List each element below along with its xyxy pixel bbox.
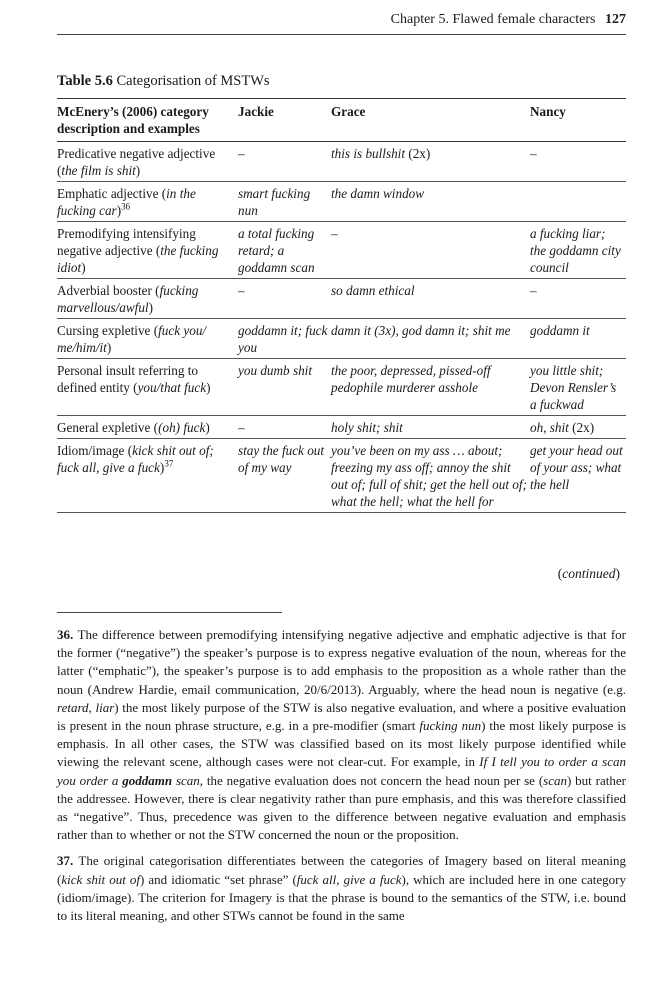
nancy-text: oh, shit [530, 420, 569, 435]
footnote-number: 37. [57, 853, 79, 869]
nancy-cell [530, 279, 626, 319]
jackie-cell: – [238, 146, 245, 161]
jackie-cell: you dumb shit [238, 363, 312, 378]
footnote-text: ) but rather the addressee. However, there is clear negativity rather than pure emphasis, and this was therefore classified as “negative”. Thus, precedence was given to the difference between negative evaluation and emphasis rather than to whether or not the STW concerned the noun or the proposition. [57, 772, 626, 843]
footnotes [57, 626, 626, 933]
category-cell: Personal insult referring to defined entity (you/that fuck) [57, 363, 211, 395]
nancy-cell [530, 222, 626, 279]
table-row [57, 182, 626, 222]
footnote [57, 626, 626, 844]
footnote-italic: retard, liar [57, 699, 115, 715]
grace-text: holy shit; shit [331, 420, 403, 435]
grace-text: – [331, 226, 338, 241]
table-header-row [57, 99, 626, 142]
table-row [57, 222, 626, 279]
nancy-text: you little shit; Devon Rensler’s a fuckwad [530, 363, 617, 412]
table-row [57, 359, 626, 416]
category-example: (oh) fuck [158, 420, 206, 435]
footnote-text: The difference between premodifying intensifying negative adjective and emphatic adjective is that for the former (“negative”) the speaker’s purpose is to express negative evaluation of the noun, whereas for the latter (“emphatic”), the speaker’s purpose is to add emphasis to the proposition as a whole rather than the noun (Andrew Hardie, email communication, 20/6/2013). Arguably, where the head noun is negative (e.g. [57, 627, 627, 697]
nancy-cell [530, 439, 626, 513]
nancy-text: get your head out of your ass; what the hell [530, 443, 623, 492]
footnote-italic: kick shit out of [61, 871, 140, 887]
category-name: Idiom/image [57, 443, 128, 458]
grace-text: this is bullshit [331, 146, 406, 161]
category-example: fucking marvellous/awful [57, 283, 199, 315]
jackie-cell: goddamn it; fuck you [238, 323, 328, 355]
nancy-cell [530, 182, 626, 222]
footnote-text: ) and idiomatic “set phrase” ( [140, 871, 297, 887]
table-row [57, 439, 626, 513]
category-cell: Premodifying intensifying negative adjective (the fucking idiot) [57, 226, 219, 275]
table-row [57, 279, 626, 319]
footnote-bold-italic: goddamn [122, 772, 173, 788]
category-name: Emphatic adjective [57, 186, 162, 201]
nancy-text: a fucking liar; the goddamn city council [530, 226, 621, 275]
grace-cell [331, 439, 530, 513]
column-header-jackie: Jackie [238, 99, 331, 142]
column-header-nancy: Nancy [530, 99, 626, 142]
table-caption [57, 73, 270, 90]
nancy-count: (2x) [568, 420, 595, 435]
grace-cell [331, 319, 530, 359]
category-cell: Predicative negative adjective (the film is shit) [57, 146, 216, 178]
category-example: kick shit out of; fuck all, give a fuck [57, 443, 214, 475]
table-title: Categorisation of MSTWs [116, 73, 270, 89]
footnote-number: 36. [57, 627, 78, 642]
table-body [57, 142, 626, 513]
category-name: Premodifying intensifying negative adjective [57, 226, 196, 258]
table-row [57, 142, 626, 182]
continued-note: (continued) [557, 566, 620, 581]
grace-text: so damn ethical [331, 283, 415, 298]
category-cell: Adverbial booster (fucking marvellous/awful) [57, 283, 199, 315]
footnote-text: ) the most likely purpose is emphasis. In all other cases, the STW was classified based on its most likely purpose identified while viewing the relevant scene, although cases were not clear-cut. For example, in [57, 718, 627, 770]
nancy-cell [530, 359, 626, 416]
category-example: you/that fuck [137, 380, 207, 395]
grace-cell [331, 182, 530, 222]
category-cell: General expletive ((oh) fuck) [57, 420, 210, 435]
page-number: 127 [605, 12, 626, 27]
jackie-cell: – [238, 283, 245, 298]
table-row [57, 416, 626, 439]
footnote-italic: If I tell you to order a scan you order a [57, 754, 626, 788]
category-cell: Emphatic adjective (in the fucking car)$^{36}$ [57, 186, 196, 218]
category-example: the film is shit [61, 163, 136, 178]
footnote-ref: 37 [164, 458, 174, 469]
category-example: the fucking idiot [57, 243, 219, 275]
category-example: in the fucking car [57, 186, 196, 218]
footnote-text: ), which are included here in one category (idiom/image). The criterion for Imagery is that the phrase is bound to the semantics of the STW, i.e. bound to its literal meaning, and other STWs cannot be found in the same [57, 871, 627, 924]
grace-text: the damn window [331, 186, 425, 201]
category-name: General expletive [57, 420, 154, 435]
grace-cell [331, 279, 530, 319]
category-name: Adverbial booster [57, 283, 156, 298]
column-header-grace: Grace [331, 99, 530, 142]
category-name: Personal insult referring to defined entity [57, 363, 198, 395]
grace-cell [331, 359, 530, 416]
category-cell: Cursing expletive (fuck you/ me/him/it) [57, 323, 207, 355]
grace-cell [331, 142, 530, 182]
footnote-rule [57, 612, 282, 613]
grace-text: the poor, depressed, pissed-off pedophile murderer asshole [331, 363, 491, 395]
grace-count: (2x) [405, 146, 431, 161]
grace-text: damn it (3x), god damn it; shit me [331, 323, 511, 338]
grace-cell [331, 416, 530, 439]
table-row [57, 319, 626, 359]
jackie-cell: a total fucking retard; a goddamn scan [238, 226, 315, 275]
nancy-cell [530, 416, 626, 439]
footnote-text: ) the most likely purpose of the STW is also negative evaluation, and where a positive evaluation is present in the noun phrase structure, e.g. in a pre-modifier (smart [57, 699, 626, 734]
nancy-text: – [530, 146, 537, 161]
nancy-cell [530, 319, 626, 359]
categorisation-table [57, 98, 626, 513]
running-header [57, 12, 626, 35]
jackie-cell: stay the fuck out of my way [238, 443, 325, 475]
table-label: Table 5.6 [57, 73, 113, 89]
footnote-italic: scan [543, 772, 567, 788]
jackie-cell: – [238, 420, 245, 435]
footnote-text: The original categorisation differentiates between the categories of Imagery based on literal meaning ( [57, 853, 626, 887]
nancy-cell [530, 142, 626, 182]
grace-text: you’ve been on my ass … about; freezing my ass off; annoy the shit out of; full of shit; get the hell out of; what the hell; what the hell for [331, 443, 527, 509]
footnote-italic: fuck all, give a fuck [296, 871, 402, 887]
footnote-italic: fucking nun [419, 718, 482, 734]
footnote-italic: scan [172, 772, 200, 788]
jackie-cell: smart fucking nun [238, 186, 311, 218]
footnote-text: , the negative evaluation does not concern the head noun per se ( [199, 772, 544, 788]
category-cell: Idiom/image (kick shit out of; fuck all, give a fuck)$^{37}$ [57, 443, 214, 475]
running-title: Chapter 5. Flawed female characters [390, 12, 596, 27]
nancy-text: – [530, 283, 537, 298]
category-name: Predicative negative adjective [57, 146, 216, 161]
category-name: Cursing expletive [57, 323, 154, 338]
grace-cell [331, 222, 530, 279]
footnote-ref: 36 [121, 201, 131, 212]
footnote [57, 852, 626, 925]
category-example: fuck you/ me/him/it [57, 323, 207, 355]
nancy-text: goddamn it [530, 323, 590, 338]
column-header-category: McEnery’s (2006) category description and examples [57, 99, 238, 142]
